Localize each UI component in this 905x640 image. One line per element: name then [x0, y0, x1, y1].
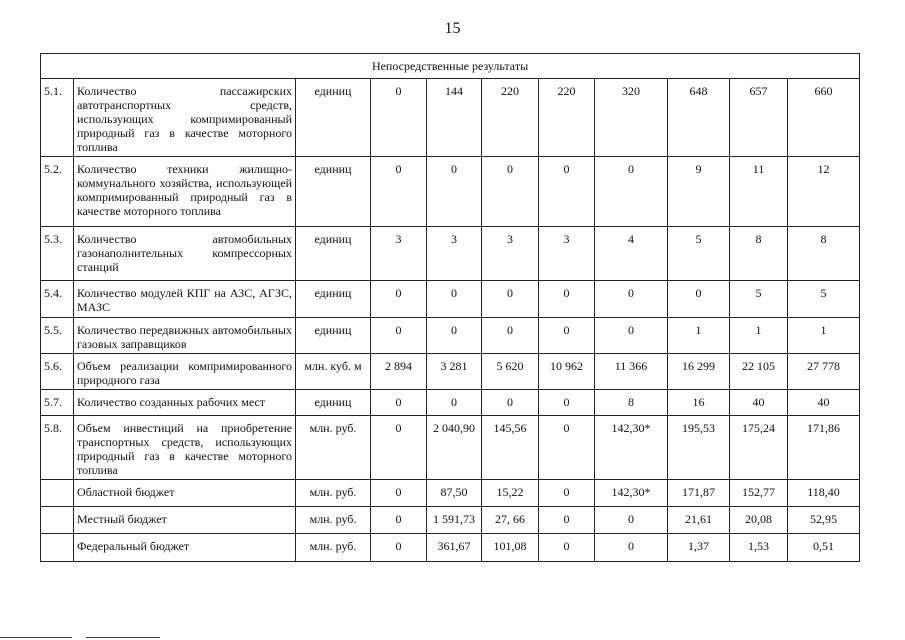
- table-row: [41, 227, 860, 281]
- value-cell: 175,24: [730, 416, 788, 480]
- value-cell: 0: [595, 318, 668, 354]
- row-number: 5.8.: [41, 416, 74, 480]
- unit-cell: единиц: [296, 390, 371, 416]
- table-row: [41, 354, 860, 390]
- value-cell: 2 040,90: [427, 416, 482, 480]
- indicator-name: Количество созданных рабочих мест: [74, 390, 296, 416]
- value-cell: 220: [482, 79, 539, 157]
- row-number: 5.6.: [41, 354, 74, 390]
- table-row: [41, 480, 860, 507]
- value-cell: 0: [371, 157, 427, 227]
- row-number: [41, 507, 74, 534]
- table-header: Непосредственные результаты: [41, 54, 860, 79]
- value-cell: 648: [668, 79, 730, 157]
- value-cell: 40: [788, 390, 860, 416]
- table-row: [41, 79, 860, 157]
- value-cell: 0: [371, 416, 427, 480]
- value-cell: 0: [595, 507, 668, 534]
- indicator-name: Федеральный бюджет: [74, 534, 296, 562]
- value-cell: 52,95: [788, 507, 860, 534]
- value-cell: 0: [371, 480, 427, 507]
- value-cell: 0: [371, 318, 427, 354]
- value-cell: 8: [595, 390, 668, 416]
- table-row: [41, 281, 860, 318]
- value-cell: 5: [668, 227, 730, 281]
- value-cell: 8: [730, 227, 788, 281]
- value-cell: 0: [539, 507, 595, 534]
- value-cell: 145,56: [482, 416, 539, 480]
- value-cell: 40: [730, 390, 788, 416]
- unit-cell: единиц: [296, 281, 371, 318]
- value-cell: 1: [730, 318, 788, 354]
- table-row: [41, 157, 860, 227]
- value-cell: 220: [539, 79, 595, 157]
- indicator-name: Объем инвестиций на приобретение транспортных средств, использующих природный газ в качестве моторного топлива: [74, 416, 296, 480]
- value-cell: 11 366: [595, 354, 668, 390]
- value-cell: 320: [595, 79, 668, 157]
- value-cell: 0: [539, 390, 595, 416]
- value-cell: 660: [788, 79, 860, 157]
- unit-cell: млн. куб. м: [296, 354, 371, 390]
- row-number: 5.7.: [41, 390, 74, 416]
- results-table: [40, 53, 860, 562]
- value-cell: 0: [371, 281, 427, 318]
- value-cell: 22 105: [730, 354, 788, 390]
- value-cell: 101,08: [482, 534, 539, 562]
- value-cell: 0,51: [788, 534, 860, 562]
- row-number: 5.2.: [41, 157, 74, 227]
- value-cell: 657: [730, 79, 788, 157]
- value-cell: 16 299: [668, 354, 730, 390]
- value-cell: 0: [427, 318, 482, 354]
- indicator-name: Количество техники жилищно-коммунального хозяйства, использующей компримированный природный газ в качестве моторного топлива: [74, 157, 296, 227]
- row-number: 5.5.: [41, 318, 74, 354]
- value-cell: 0: [539, 480, 595, 507]
- value-cell: 1 591,73: [427, 507, 482, 534]
- value-cell: 171,86: [788, 416, 860, 480]
- unit-cell: единиц: [296, 318, 371, 354]
- value-cell: 142,30*: [595, 416, 668, 480]
- value-cell: 3 281: [427, 354, 482, 390]
- value-cell: 144: [427, 79, 482, 157]
- value-cell: 0: [482, 281, 539, 318]
- value-cell: 361,67: [427, 534, 482, 562]
- value-cell: 5: [730, 281, 788, 318]
- indicator-name: Количество модулей КПГ на АЗС, АГЗС, МАЗС: [74, 281, 296, 318]
- value-cell: 16: [668, 390, 730, 416]
- value-cell: 3: [482, 227, 539, 281]
- value-cell: 171,87: [668, 480, 730, 507]
- value-cell: 0: [539, 318, 595, 354]
- unit-cell: млн. руб.: [296, 480, 371, 507]
- value-cell: 21,61: [668, 507, 730, 534]
- row-number: 5.1.: [41, 79, 74, 157]
- value-cell: 0: [371, 507, 427, 534]
- page-number: 15: [444, 20, 461, 37]
- indicator-name: Областной бюджет: [74, 480, 296, 507]
- row-number: 5.3.: [41, 227, 74, 281]
- value-cell: 0: [427, 157, 482, 227]
- value-cell: 0: [539, 534, 595, 562]
- value-cell: 20,08: [730, 507, 788, 534]
- unit-cell: единиц: [296, 157, 371, 227]
- table-row: [41, 534, 860, 562]
- row-number: [41, 534, 74, 562]
- value-cell: 1: [788, 318, 860, 354]
- value-cell: 0: [482, 318, 539, 354]
- value-cell: 0: [668, 281, 730, 318]
- value-cell: 142,30*: [595, 480, 668, 507]
- row-number: [41, 480, 74, 507]
- value-cell: 3: [539, 227, 595, 281]
- value-cell: 9: [668, 157, 730, 227]
- value-cell: 1: [668, 318, 730, 354]
- indicator-name: Местный бюджет: [74, 507, 296, 534]
- table-row: [41, 507, 860, 534]
- value-cell: 5 620: [482, 354, 539, 390]
- table-row: [41, 318, 860, 354]
- table-header-row: [41, 54, 860, 79]
- value-cell: 0: [427, 281, 482, 318]
- value-cell: 0: [595, 534, 668, 562]
- value-cell: 1,37: [668, 534, 730, 562]
- value-cell: 27, 66: [482, 507, 539, 534]
- value-cell: 15,22: [482, 480, 539, 507]
- value-cell: 0: [539, 416, 595, 480]
- value-cell: 0: [371, 390, 427, 416]
- value-cell: 0: [371, 79, 427, 157]
- value-cell: 0: [482, 157, 539, 227]
- value-cell: 12: [788, 157, 860, 227]
- value-cell: 11: [730, 157, 788, 227]
- indicator-name: Количество передвижных автомобильных газовых заправщиков: [74, 318, 296, 354]
- value-cell: 3: [371, 227, 427, 281]
- table-row: [41, 390, 860, 416]
- unit-cell: единиц: [296, 227, 371, 281]
- value-cell: 0: [427, 390, 482, 416]
- value-cell: 0: [482, 390, 539, 416]
- table-row: [41, 416, 860, 480]
- value-cell: 0: [539, 281, 595, 318]
- value-cell: 3: [427, 227, 482, 281]
- value-cell: 5: [788, 281, 860, 318]
- row-number: 5.4.: [41, 281, 74, 318]
- value-cell: 0: [595, 281, 668, 318]
- footnote-line: [0, 637, 72, 638]
- value-cell: 0: [595, 157, 668, 227]
- unit-cell: млн. руб.: [296, 507, 371, 534]
- footnote-line: [86, 637, 160, 638]
- value-cell: 8: [788, 227, 860, 281]
- value-cell: 2 894: [371, 354, 427, 390]
- value-cell: 118,40: [788, 480, 860, 507]
- unit-cell: млн. руб.: [296, 416, 371, 480]
- value-cell: 4: [595, 227, 668, 281]
- value-cell: 1,53: [730, 534, 788, 562]
- value-cell: 152,77: [730, 480, 788, 507]
- value-cell: 87,50: [427, 480, 482, 507]
- indicator-name: Количество автомобильных газонаполнительных компрессорных станций: [74, 227, 296, 281]
- unit-cell: единиц: [296, 79, 371, 157]
- value-cell: 195,53: [668, 416, 730, 480]
- indicator-name: Количество пассажирских автотранспортных средств, использующих компримированный природный газ в качестве моторного топлива: [74, 79, 296, 157]
- unit-cell: млн. руб.: [296, 534, 371, 562]
- value-cell: 10 962: [539, 354, 595, 390]
- indicator-name: Объем реализации компримированного природного газа: [74, 354, 296, 390]
- value-cell: 0: [371, 534, 427, 562]
- value-cell: 27 778: [788, 354, 860, 390]
- value-cell: 0: [539, 157, 595, 227]
